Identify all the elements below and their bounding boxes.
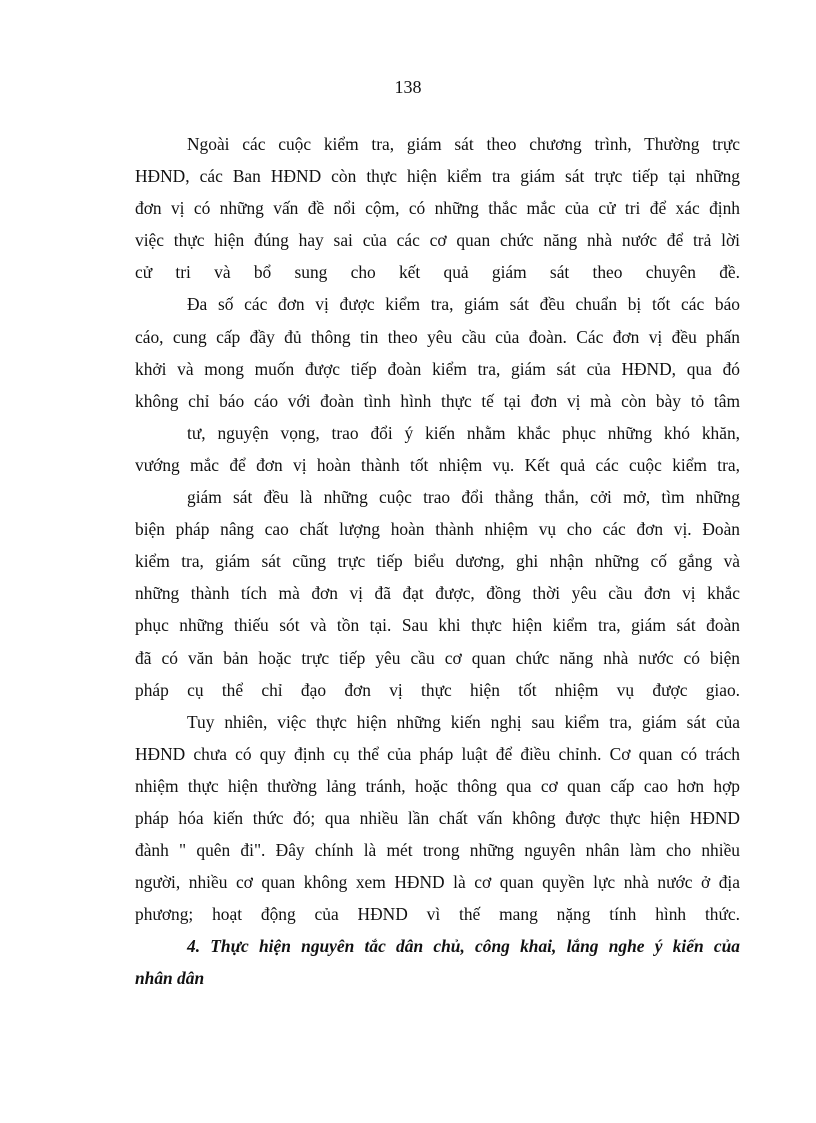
text-line: cáo, cung cấp đầy đủ thông tin theo yêu cầu của đoàn. Các đơn vị đều phấn bbox=[135, 326, 740, 347]
text-line: pháp cụ thể chỉ đạo đơn vị thực hiện tốt nhiệm vụ được giao. bbox=[135, 679, 740, 700]
section-heading-continuation: nhân dân bbox=[135, 968, 205, 989]
text-line: người, nhiều cơ quan không xem HĐND là cơ quan quyền lực nhà nước ở địa bbox=[135, 872, 740, 893]
section-heading: 4. Thực hiện nguyên tắc dân chủ, công khai, lắng nghe ý kiến của bbox=[187, 936, 740, 957]
text-line: HĐND chưa có quy định cụ thể của pháp luật để điều chỉnh. Cơ quan có trách bbox=[135, 743, 740, 764]
text-line: đành " quên đi". Đây chính là mét trong những nguyên nhân làm cho nhiều bbox=[135, 840, 740, 861]
text-line: những thành tích mà đơn vị đã đạt được, đồng thời yêu cầu đơn vị khắc bbox=[135, 583, 740, 604]
text-line: pháp hóa kiến thức đó; qua nhiều lần chất vấn không được thực hiện HĐND bbox=[135, 807, 740, 828]
text-line: biện pháp nâng cao chất lượng hoàn thành nhiệm vụ cho các đơn vị. Đoàn bbox=[135, 519, 740, 540]
text-line: phục những thiếu sót và tồn tại. Sau khi thực hiện kiểm tra, giám sát đoàn bbox=[135, 615, 740, 636]
text-line: khởi và mong muốn được tiếp đoàn kiểm tra, giám sát của HĐND, qua đó bbox=[135, 358, 740, 379]
text-line: phương; hoạt động của HĐND vì thế mang nặng tính hình thức. bbox=[135, 904, 740, 925]
body-text bbox=[135, 128, 740, 995]
text-line: nhiệm thực hiện thường lảng tránh, hoặc thông qua cơ quan cấp cao hơn hợp bbox=[135, 775, 740, 796]
text-line: cử tri và bổ sung cho kết quả giám sát theo chuyên đề. bbox=[135, 262, 740, 283]
text-line: Ngoài các cuộc kiểm tra, giám sát theo chương trình, Thường trực bbox=[187, 134, 740, 154]
text-line: không chỉ báo cáo với đoàn tình hình thực tế tại đơn vị mà còn bày tỏ tâm bbox=[135, 390, 740, 411]
text-line: HĐND, các Ban HĐND còn thực hiện kiểm tra giám sát trực tiếp tại những bbox=[135, 166, 740, 187]
text-line: kiểm tra, giám sát cũng trực tiếp biểu dương, ghi nhận những cố gắng và bbox=[135, 551, 740, 572]
page-number: 138 bbox=[394, 77, 422, 97]
text-line: giám sát đều là những cuộc trao đổi thẳng thắn, cởi mở, tìm những bbox=[187, 487, 740, 508]
text-line: đã có văn bản hoặc trực tiếp yêu cầu cơ quan chức năng nhà nước có biện bbox=[135, 647, 740, 668]
text-line: Đa số các đơn vị được kiểm tra, giám sát đều chuẩn bị tốt các báo bbox=[187, 294, 740, 315]
text-line: Tuy nhiên, việc thực hiện những kiến nghị sau kiểm tra, giám sát của bbox=[187, 711, 740, 732]
text-line: đơn vị có những vấn đề nổi cộm, có những thắc mắc của cử tri để xác định bbox=[135, 198, 740, 219]
text-line: tư, nguyện vọng, trao đổi ý kiến nhằm khắc phục những khó khăn, bbox=[187, 422, 740, 443]
text-line: việc thực hiện đúng hay sai của các cơ quan chức năng nhà nước để trả lời bbox=[135, 230, 740, 251]
text-line: vướng mắc để đơn vị hoàn thành tốt nhiệm vụ. Kết quả các cuộc kiểm tra, bbox=[135, 454, 740, 475]
